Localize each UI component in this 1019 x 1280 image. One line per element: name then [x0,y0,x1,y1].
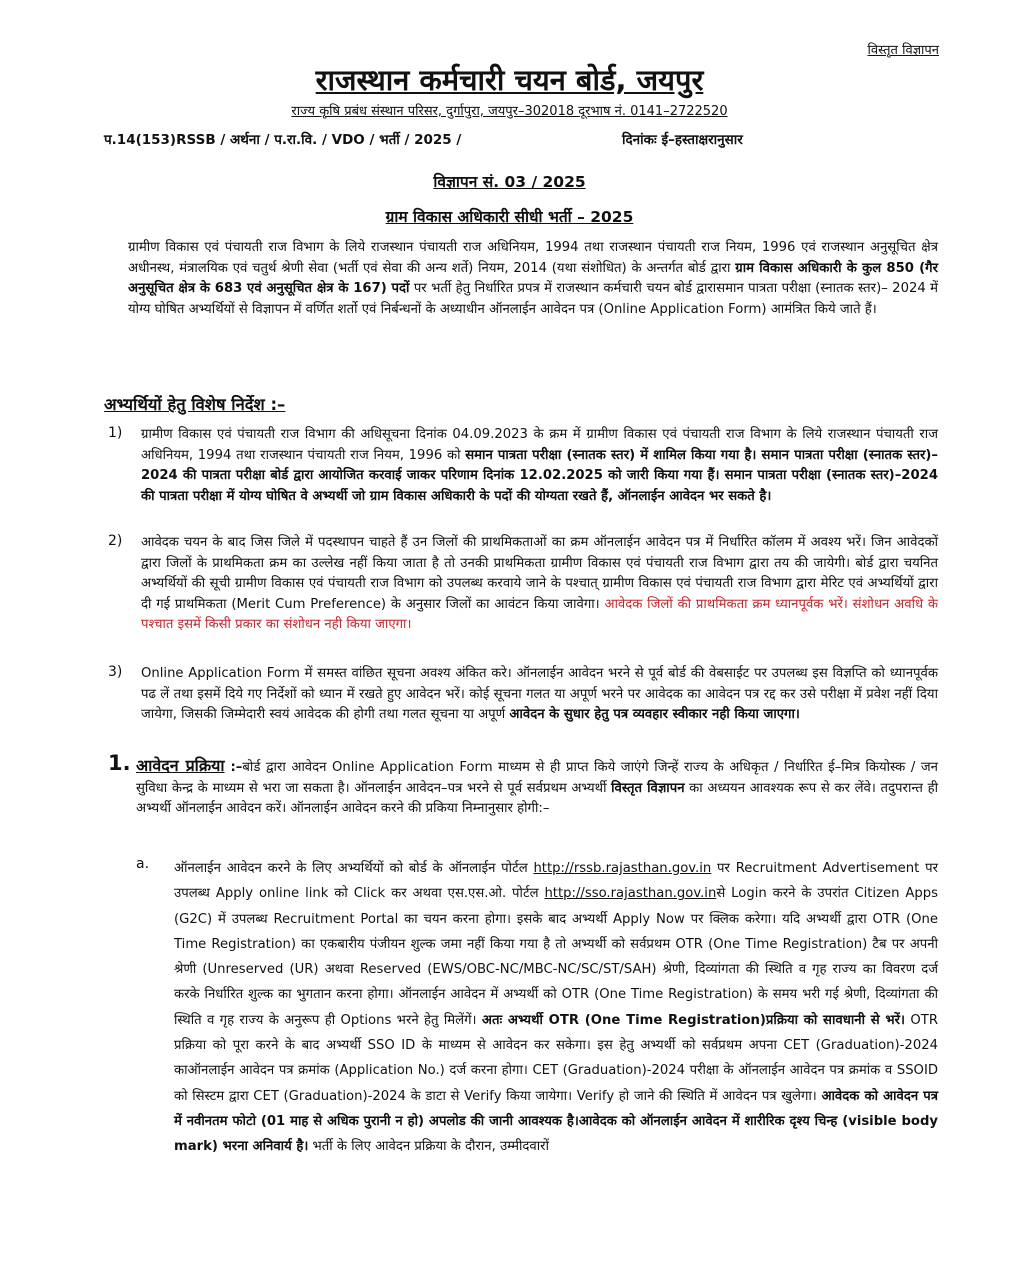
sub-item-text [174,856,938,1160]
organization-address: राज्य कृषि प्रबंध संस्थान परिसर, दुर्गापुरा, जयपुर–302018 दूरभाष नं. 0141–2722520 [291,104,728,119]
item-number: 2) [108,533,123,549]
section-heading-dash: :– [224,760,243,775]
section-text [136,756,938,820]
sub-text-2: पर Recruitment Advertisement पर उपलब्ध Apply online link को Click कर अथवा एस.एस.ओ. पोर्टल [174,861,938,902]
advertisement-number: विज्ञापन सं. 03 / 2025 [433,173,586,191]
intro-text-1: ग्रामीण विकास एवं पंचायती राज विभाग के लिये राजस्थान पंचायती राज अधिनियम, 1994 तथा राजस्थान पंचायती राज नियम, 1996 एवं राजस्थान अनुसूचित क्षेत्र अधीनस्थ, मंत्रालयिक एवं चतुर्थ श्रेणी सेवा (भर्ती एवं सेवा की अन्य शर्ते) नियम, 2014 (यथा संशोधित) के अन्तर्गत बोर्ड द्वारा [128,240,938,276]
item-1-bold-text: समान पात्रता परीक्षा (स्नातक स्तर) में शामिल किया गया है। समान पात्रता परीक्षा (स्नातक स्तर)–2024 की पात्रता परीक्षा बोर्ड द्वारा आयोजित करवाई जाकर परिणाम दिनांक 12.02.2025 को जारी किया गया हैं। समान पात्रता परीक्षा (स्नातक स्तर)–2024 की पात्रता परीक्षा में योग्य घोषित वे अभ्यर्थी जो ग्राम विकास अधिकारी के पदों की योग्यता रखते हैं, ऑनलाईन आवेदन भर सकते है। [141,447,938,504]
reference-date: दिनांकः ई–हस्ताक्षरानुसार [622,132,743,148]
intro-text-2: पर भर्ती हेतु निर्धारित प्रपत्र में राजस्थान कर्मचारी चयन बोर्ड द्वारासमान पात्रता परीक्षा (स्नातक स्तर)– 2024 में योग्य घोषित अभ्यर्थियों से विज्ञापन में वर्णित शर्तो एवं निर्बन्धनों के अध्याधीन ऑनलाईन आवेदन पत्र (Online Application Form) आमंत्रित किये जाते हैं। [128,281,938,317]
intro-posts-count: ग्राम विकास अधिकारी के कुल 850 (गैर अनुसूचित क्षेत्र के 683 एवं अनुसूचित क्षेत्र के 167) पदों [128,260,938,296]
item-1-text: ग्रामीण विकास एवं पंचायती राज विभाग की अधिसूचना दिनांक 04.09.2023 के क्रम में ग्रामीण विकास एवं पंचायती राज विभाग के लिये राजस्थान पंचायती राज अधिनियम, 1994 तथा राजस्थान पंचायती राज नियम, 1996 को [141,427,938,463]
section-text-2: का अध्ययन आवश्यक रूप से कर लेंवे। तदुपरान्त ही अभ्यर्थी ऑनलाईन आवेदन करें। ऑनलाईन आवेदन करने की प्रकिया निम्नानुसार होगी:– [136,780,938,816]
sub-item-letter: a. [136,856,150,872]
rssb-portal-link[interactable]: http://rssb.rajasthan.gov.in [533,861,712,876]
sub-text-1: ऑनलाईन आवेदन करने के लिए अभ्यर्थियों को बोर्ड के ऑनलाईन पोर्टल [174,861,534,876]
section-bold-text: विस्तृत विज्ञापन [611,780,685,796]
sub-text-3: से Login करने के उपरांत Citizen Apps (G2C) में उपलब्ध Recruitment Portal का चयन करना होगा। इसके बाद अभ्यर्थी Apply Now पर क्लिक करेगा। यदि अभ्यर्थी द्वारा OTR (One Time Registration) का एकबारीय पंजीयन शुल्क जमा नहीं किया गया है तो अभ्यर्थी को सर्वप्रथम OTR (One Time Registration) टैब पर अपनी श्रेणी (Unreserved (UR) अथवा Reserved (EWS/OBC-NC/MBC-NC/SC/ST/SAH) श्रेणी, दिव्यांगता की स्थिति व गृह राज्य का विवरण दर्ज करके निर्धारित शुल्क का भुगतान करना होगा। ऑनलाईन आवेदन में अभ्यर्थी को OTR (One Time Registration) के समय भरी गई श्रेणी, दिव्यांगता की स्थिति व गृह राज्य के अनुरूप ही Options भरने हेतु मिलेंगें। [174,886,939,1028]
item-3-text: Online Application Form में समस्त वांछित सूचना अवश्य अंकित करे। ऑनलाईन आवेदन भरने से पूर्व बोर्ड की वेबसाईट पर उपलब्ध इस विज्ञप्ति को ध्यानपूर्वक पढ लें तथा इसमें दिये गए निर्देशों को ध्यान में रखते हुए आवेदन भरें। कोई सूचना गलत या अपूर्ण भरने पर आवेदक का आवेदन पत्र रद्द कर उसे परीक्षा में प्रवेश नहीं दिया जायेगा, जिसकी जिम्मेदारी स्वयं आवेदक की होगी तथा गलत सूचना या अपूर्ण [141,666,938,722]
item-text [141,425,938,507]
item-2-warning-text: आवेदक जिलों की प्राथमिकता क्रम ध्यानपूर्वक भरें। संशोधन अवधि के पश्चात इसमें किसी प्रकार का संशोधन नही किया जाएगा। [141,596,939,632]
section-heading: आवेदन प्रक्रिया [136,756,225,775]
section-number: 1. [108,751,131,775]
item-text [141,533,938,636]
sub-bold-text-1: अतः अभ्यर्थी OTR (One Time Registration)प्रक्रिया को सावधानी से भरें। [481,1012,906,1028]
item-2-text: आवेदक चयन के बाद जिस जिले में पदस्थापन चाहते हैं उन जिलों की प्राथमिकताओं का क्रम ऑनलाईन आवेदन पत्र में निर्धारित कॉलम में अवश्य भरें। जिन आवेदकों द्वारा जिलों के प्राथमिकता क्रम का उल्लेख नहीं किया जाता है तो उनकी प्राथमिकता ग्रामीण विकास एवं पंचायती राज विभाग द्वारा तय की जायेगी। बोर्ड द्वारा चयनित अभ्यर्थियों की सूची ग्रामीण विकास एवं पंचायती राज विभाग को उपलब्ध करवाये जाने के पश्चात् ग्रामीण विकास एवं पंचायती राज विभाग द्वारा मेरिट एवं अभ्यर्थियों द्वारा दी गई प्राथमिकता (Merit Cum Preference) के अनुसार जिलों का आवंटन किया जावेगा। [141,535,938,612]
sso-portal-link[interactable]: http://sso.rajasthan.gov.in [544,886,717,902]
instructions-heading: अभ्यर्थियों हेतु विशेष निर्देश :– [104,395,286,414]
intro-paragraph [128,238,938,320]
advertisement-tag: विस्तृत विज्ञापन [867,43,939,58]
section-text-1: बोर्ड द्वारा आवेदन Online Application Form माध्यम से ही प्राप्त किये जाएंगे जिन्हें राज्य के अधिकृत / निर्धारित ई–मित्र कियोस्क / जन सुविधा केन्द्र के माध्यम से भरा जा सकता है। ऑनलाईन आवेदन–पत्र भरने से पूर्व सर्वप्रथम अभ्यर्थी [136,760,938,796]
item-text [141,664,938,726]
sub-text-5: भर्ती के लिए आवेदन प्रक्रिया के दौरान, उम्मीदवारों [308,1139,549,1155]
organization-title: राजस्थान कर्मचारी चयन बोर्ड, जयपुर [315,63,704,97]
advertisement-title: ग्राम विकास अधिकारी सीधी भर्ती – 2025 [385,208,634,226]
item-number: 1) [108,425,123,441]
reference-number: प.14(153)RSSB / अर्थना / प.रा.वि. / VDO / भर्ती / 2025 / [104,132,462,148]
item-3-bold-text: आवेदन के सुधार हेतु पत्र व्यवहार स्वीकार नही किया जाएगा। [509,707,800,722]
sub-bold-text-2: आवेदक को आवेदन पत्र में नवीनतम फोटो (01 माह से अधिक पुरानी न हो) अपलोड की जानी आवश्यक है।आवेदक को ऑनलाईन आवेदन में शारीरिक दृश्य चिन्ह (visible body mark) भरना अनिवार्य है। [174,1088,938,1155]
item-number: 3) [108,664,123,680]
sub-text-4: OTR प्रक्रिया को पूरा करने के बाद अभ्यर्थी SSO ID के माध्यम से आवेदन कर सकेगा। इस हेतु अभ्यर्थी को सर्वप्रथम अपना CET (Graduation)-2024 काऑनलाईन आवेदन पत्र क्रमांक (Application No.) दर्ज करना होगा। CET (Graduation)-2024 परीक्षा के ऑनलाईन आवेदन पत्र क्रमांक व SSOID को सिस्टम द्वारा CET (Graduation)-2024 के डाटा से Verify किया जायेगा। Verify हो जाने की स्थिति में आवेदन पत्र खुलेगा। [174,1012,938,1104]
